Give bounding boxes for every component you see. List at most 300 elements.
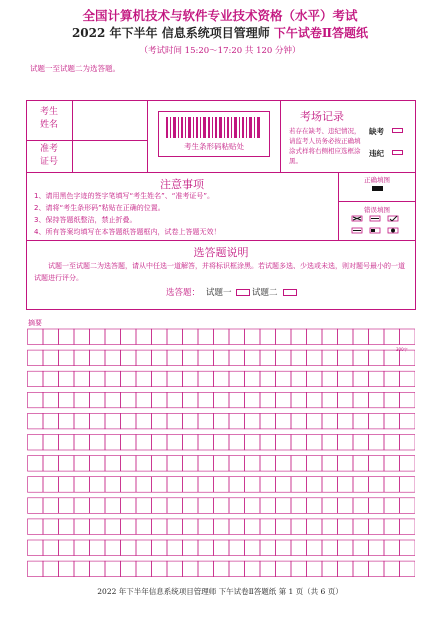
grid-cell[interactable] xyxy=(121,540,137,556)
grid-cell[interactable] xyxy=(43,456,59,472)
grid-cell[interactable] xyxy=(291,498,307,514)
grid-cell[interactable] xyxy=(152,561,168,577)
grid-cell[interactable] xyxy=(229,456,245,472)
grid-cell[interactable] xyxy=(74,392,90,408)
grid-cell[interactable] xyxy=(338,477,354,493)
grid-cell[interactable] xyxy=(353,371,369,387)
grid-cell[interactable] xyxy=(59,371,75,387)
grid-cell[interactable] xyxy=(28,519,44,535)
grid-cell[interactable] xyxy=(214,413,230,429)
grid-cell[interactable] xyxy=(28,498,44,514)
grid-cell[interactable] xyxy=(245,477,261,493)
grid-cell[interactable] xyxy=(136,392,152,408)
grid-cell[interactable] xyxy=(28,435,44,451)
grid-cell[interactable] xyxy=(353,540,369,556)
grid-cell[interactable] xyxy=(245,540,261,556)
grid-cell[interactable] xyxy=(90,498,106,514)
grid-cell[interactable] xyxy=(59,456,75,472)
grid-cell[interactable] xyxy=(369,540,385,556)
grid-cell[interactable] xyxy=(338,371,354,387)
grid-cell[interactable] xyxy=(322,540,338,556)
grid-cell[interactable] xyxy=(90,456,106,472)
grid-cell[interactable] xyxy=(214,371,230,387)
grid-cell[interactable] xyxy=(276,498,292,514)
grid-cell[interactable] xyxy=(307,413,323,429)
grid-cell[interactable] xyxy=(245,498,261,514)
grid-cell[interactable] xyxy=(152,519,168,535)
grid-cell[interactable] xyxy=(229,329,245,345)
grid-cell[interactable] xyxy=(198,519,214,535)
grid-cell[interactable] xyxy=(121,477,137,493)
grid-cell[interactable] xyxy=(291,435,307,451)
grid-cell[interactable] xyxy=(338,561,354,577)
grid-cell[interactable] xyxy=(105,456,121,472)
grid-cell[interactable] xyxy=(291,413,307,429)
grid-cell[interactable] xyxy=(43,519,59,535)
grid-cell[interactable] xyxy=(167,561,183,577)
grid-cell[interactable] xyxy=(214,329,230,345)
grid-cell[interactable] xyxy=(353,329,369,345)
grid-cell[interactable] xyxy=(167,498,183,514)
grid-cell[interactable] xyxy=(245,435,261,451)
grid-cell[interactable] xyxy=(338,392,354,408)
grid-cell[interactable] xyxy=(307,498,323,514)
grid-cell[interactable] xyxy=(28,456,44,472)
grid-cell[interactable] xyxy=(229,371,245,387)
grid-cell[interactable] xyxy=(152,371,168,387)
grid-cell[interactable] xyxy=(136,413,152,429)
grid-cell[interactable] xyxy=(276,456,292,472)
grid-cell[interactable] xyxy=(276,329,292,345)
grid-cell[interactable] xyxy=(105,498,121,514)
grid-cell[interactable] xyxy=(152,329,168,345)
grid-cell[interactable] xyxy=(260,413,276,429)
grid-cell[interactable] xyxy=(90,519,106,535)
grid-cell[interactable] xyxy=(59,350,75,366)
grid-cell[interactable] xyxy=(245,329,261,345)
grid-cell[interactable] xyxy=(90,413,106,429)
grid-cell[interactable] xyxy=(400,329,416,345)
grid-cell[interactable] xyxy=(229,519,245,535)
grid-cell[interactable] xyxy=(136,498,152,514)
grid-cell[interactable] xyxy=(245,519,261,535)
grid-cell[interactable] xyxy=(121,561,137,577)
grid-cell[interactable] xyxy=(229,435,245,451)
grid-cell[interactable] xyxy=(400,477,416,493)
grid-cell[interactable] xyxy=(276,540,292,556)
grid-cell[interactable] xyxy=(121,413,137,429)
grid-cell[interactable] xyxy=(384,435,400,451)
grid-cell[interactable] xyxy=(43,413,59,429)
grid-cell[interactable] xyxy=(338,456,354,472)
grid-cell[interactable] xyxy=(167,456,183,472)
grid-cell[interactable] xyxy=(229,392,245,408)
candidate-id-field[interactable] xyxy=(73,141,147,172)
grid-cell[interactable] xyxy=(369,456,385,472)
grid-cell[interactable] xyxy=(136,371,152,387)
grid-cell[interactable] xyxy=(260,371,276,387)
grid-cell[interactable] xyxy=(198,435,214,451)
grid-cell[interactable] xyxy=(338,435,354,451)
grid-cell[interactable] xyxy=(260,540,276,556)
grid-cell[interactable] xyxy=(43,477,59,493)
grid-cell[interactable] xyxy=(307,519,323,535)
grid-cell[interactable] xyxy=(105,540,121,556)
grid-cell[interactable] xyxy=(74,561,90,577)
grid-cell[interactable] xyxy=(229,477,245,493)
grid-cell[interactable] xyxy=(183,435,199,451)
grid-cell[interactable] xyxy=(353,413,369,429)
grid-cell[interactable] xyxy=(369,561,385,577)
option-1-checkbox[interactable] xyxy=(236,289,250,296)
grid-cell[interactable] xyxy=(28,392,44,408)
grid-cell[interactable] xyxy=(74,498,90,514)
grid-cell[interactable] xyxy=(369,350,385,366)
grid-cell[interactable] xyxy=(167,392,183,408)
grid-cell[interactable] xyxy=(322,371,338,387)
grid-cell[interactable] xyxy=(245,350,261,366)
grid-cell[interactable] xyxy=(167,329,183,345)
grid-cell[interactable] xyxy=(214,498,230,514)
grid-cell[interactable] xyxy=(307,561,323,577)
grid-cell[interactable] xyxy=(353,477,369,493)
grid-cell[interactable] xyxy=(43,392,59,408)
grid-cell[interactable] xyxy=(198,413,214,429)
grid-cell[interactable] xyxy=(105,519,121,535)
grid-cell[interactable] xyxy=(307,392,323,408)
grid-cell[interactable] xyxy=(384,477,400,493)
grid-cell[interactable] xyxy=(353,435,369,451)
grid-cell[interactable] xyxy=(369,519,385,535)
grid-cell[interactable] xyxy=(353,350,369,366)
grid-cell[interactable] xyxy=(291,477,307,493)
grid-cell[interactable] xyxy=(28,350,44,366)
grid-cell[interactable] xyxy=(28,477,44,493)
grid-cell[interactable] xyxy=(353,519,369,535)
grid-cell[interactable] xyxy=(28,561,44,577)
grid-cell[interactable] xyxy=(183,561,199,577)
grid-cell[interactable] xyxy=(322,413,338,429)
grid-cell[interactable] xyxy=(183,329,199,345)
grid-cell[interactable] xyxy=(229,540,245,556)
grid-cell[interactable] xyxy=(152,392,168,408)
grid-cell[interactable] xyxy=(260,498,276,514)
grid-cell[interactable] xyxy=(59,435,75,451)
grid-cell[interactable] xyxy=(136,519,152,535)
grid-cell[interactable] xyxy=(276,392,292,408)
grid-cell[interactable] xyxy=(183,540,199,556)
grid-cell[interactable] xyxy=(183,498,199,514)
grid-cell[interactable] xyxy=(105,329,121,345)
grid-cell[interactable] xyxy=(90,561,106,577)
grid-cell[interactable] xyxy=(369,413,385,429)
grid-cell[interactable] xyxy=(167,477,183,493)
grid-cell[interactable] xyxy=(291,561,307,577)
grid-cell[interactable] xyxy=(74,413,90,429)
grid-cell[interactable] xyxy=(121,371,137,387)
grid-cell[interactable] xyxy=(198,540,214,556)
grid-cell[interactable] xyxy=(291,392,307,408)
grid-cell[interactable] xyxy=(105,435,121,451)
grid-cell[interactable] xyxy=(198,477,214,493)
grid-cell[interactable] xyxy=(43,329,59,345)
grid-cell[interactable] xyxy=(260,561,276,577)
grid-cell[interactable] xyxy=(198,392,214,408)
grid-cell[interactable] xyxy=(74,350,90,366)
grid-cell[interactable] xyxy=(214,392,230,408)
grid-cell[interactable] xyxy=(307,329,323,345)
grid-cell[interactable] xyxy=(105,371,121,387)
grid-cell[interactable] xyxy=(121,350,137,366)
grid-cell[interactable] xyxy=(90,392,106,408)
grid-cell[interactable] xyxy=(74,371,90,387)
grid-cell[interactable] xyxy=(74,519,90,535)
grid-cell[interactable] xyxy=(136,329,152,345)
grid-cell[interactable] xyxy=(260,477,276,493)
grid-cell[interactable] xyxy=(307,350,323,366)
grid-cell[interactable] xyxy=(322,329,338,345)
grid-cell[interactable] xyxy=(152,435,168,451)
grid-cell[interactable] xyxy=(28,540,44,556)
grid-cell[interactable] xyxy=(322,435,338,451)
grid-cell[interactable] xyxy=(121,519,137,535)
grid-cell[interactable] xyxy=(198,456,214,472)
grid-cell[interactable] xyxy=(400,540,416,556)
grid-cell[interactable] xyxy=(43,561,59,577)
grid-cell[interactable] xyxy=(59,540,75,556)
violation-mark-box[interactable] xyxy=(392,150,403,155)
grid-cell[interactable] xyxy=(167,413,183,429)
grid-cell[interactable] xyxy=(229,561,245,577)
grid-cell[interactable] xyxy=(183,371,199,387)
grid-cell[interactable] xyxy=(121,392,137,408)
grid-cell[interactable] xyxy=(167,519,183,535)
grid-cell[interactable] xyxy=(90,350,106,366)
grid-cell[interactable] xyxy=(384,561,400,577)
grid-cell[interactable] xyxy=(322,392,338,408)
grid-cell[interactable] xyxy=(291,519,307,535)
grid-cell[interactable] xyxy=(276,350,292,366)
grid-cell[interactable] xyxy=(121,498,137,514)
grid-cell[interactable] xyxy=(105,350,121,366)
grid-cell[interactable] xyxy=(369,329,385,345)
grid-cell[interactable] xyxy=(260,392,276,408)
grid-cell[interactable] xyxy=(245,413,261,429)
grid-cell[interactable] xyxy=(338,329,354,345)
grid-cell[interactable] xyxy=(322,498,338,514)
grid-cell[interactable] xyxy=(152,540,168,556)
grid-cell[interactable] xyxy=(43,435,59,451)
grid-cell[interactable] xyxy=(245,561,261,577)
grid-cell[interactable] xyxy=(152,350,168,366)
grid-cell[interactable] xyxy=(338,350,354,366)
grid-cell[interactable] xyxy=(307,435,323,451)
grid-cell[interactable] xyxy=(384,540,400,556)
grid-cell[interactable] xyxy=(245,456,261,472)
grid-cell[interactable] xyxy=(276,519,292,535)
grid-cell[interactable] xyxy=(369,477,385,493)
grid-cell[interactable] xyxy=(338,519,354,535)
grid-cell[interactable] xyxy=(214,350,230,366)
grid-cell[interactable] xyxy=(260,456,276,472)
grid-cell[interactable] xyxy=(28,329,44,345)
grid-cell[interactable] xyxy=(229,350,245,366)
grid-cell[interactable] xyxy=(214,540,230,556)
grid-cell[interactable] xyxy=(167,371,183,387)
grid-cell[interactable] xyxy=(183,477,199,493)
grid-cell[interactable] xyxy=(384,371,400,387)
grid-cell[interactable] xyxy=(152,456,168,472)
grid-cell[interactable] xyxy=(90,435,106,451)
grid-cell[interactable] xyxy=(384,456,400,472)
grid-cell[interactable] xyxy=(307,540,323,556)
grid-cell[interactable] xyxy=(338,413,354,429)
grid-cell[interactable] xyxy=(198,371,214,387)
grid-cell[interactable] xyxy=(105,477,121,493)
grid-cell[interactable] xyxy=(307,371,323,387)
grid-cell[interactable] xyxy=(74,477,90,493)
grid-cell[interactable] xyxy=(90,477,106,493)
grid-cell[interactable] xyxy=(322,456,338,472)
grid-cell[interactable] xyxy=(384,329,400,345)
grid-cell[interactable] xyxy=(369,392,385,408)
grid-cell[interactable] xyxy=(152,413,168,429)
grid-cell[interactable] xyxy=(74,329,90,345)
grid-cell[interactable] xyxy=(384,392,400,408)
grid-cell[interactable] xyxy=(307,456,323,472)
grid-cell[interactable] xyxy=(152,477,168,493)
grid-cell[interactable] xyxy=(276,413,292,429)
grid-cell[interactable] xyxy=(105,392,121,408)
grid-cell[interactable] xyxy=(43,540,59,556)
grid-cell[interactable] xyxy=(183,350,199,366)
grid-cell[interactable] xyxy=(183,392,199,408)
grid-cell[interactable] xyxy=(400,413,416,429)
grid-cell[interactable] xyxy=(59,477,75,493)
grid-cell[interactable] xyxy=(384,519,400,535)
grid-cell[interactable] xyxy=(400,392,416,408)
grid-cell[interactable] xyxy=(43,498,59,514)
grid-cell[interactable] xyxy=(400,519,416,535)
grid-cell[interactable] xyxy=(59,519,75,535)
grid-cell[interactable] xyxy=(59,413,75,429)
grid-cell[interactable] xyxy=(322,350,338,366)
grid-cell[interactable] xyxy=(322,519,338,535)
grid-cell[interactable] xyxy=(136,456,152,472)
grid-cell[interactable] xyxy=(276,561,292,577)
grid-cell[interactable] xyxy=(260,519,276,535)
grid-cell[interactable] xyxy=(214,477,230,493)
grid-cell[interactable] xyxy=(338,540,354,556)
grid-cell[interactable] xyxy=(198,498,214,514)
grid-cell[interactable] xyxy=(43,350,59,366)
grid-cell[interactable] xyxy=(338,498,354,514)
grid-cell[interactable] xyxy=(229,498,245,514)
grid-cell[interactable] xyxy=(136,435,152,451)
grid-cell[interactable] xyxy=(28,371,44,387)
grid-cell[interactable] xyxy=(353,498,369,514)
grid-cell[interactable] xyxy=(167,540,183,556)
grid-cell[interactable] xyxy=(198,350,214,366)
grid-cell[interactable] xyxy=(74,540,90,556)
grid-cell[interactable] xyxy=(291,350,307,366)
grid-cell[interactable] xyxy=(74,435,90,451)
grid-cell[interactable] xyxy=(260,435,276,451)
grid-cell[interactable] xyxy=(276,477,292,493)
grid-cell[interactable] xyxy=(353,561,369,577)
candidate-name-field[interactable] xyxy=(73,101,147,140)
grid-cell[interactable] xyxy=(369,435,385,451)
grid-cell[interactable] xyxy=(400,561,416,577)
grid-cell[interactable] xyxy=(59,329,75,345)
grid-cell[interactable] xyxy=(353,456,369,472)
grid-cell[interactable] xyxy=(121,435,137,451)
grid-cell[interactable] xyxy=(400,456,416,472)
grid-cell[interactable] xyxy=(183,519,199,535)
grid-cell[interactable] xyxy=(384,413,400,429)
grid-cell[interactable] xyxy=(322,477,338,493)
grid-cell[interactable] xyxy=(90,329,106,345)
grid-cell[interactable] xyxy=(183,456,199,472)
grid-cell[interactable] xyxy=(276,371,292,387)
grid-cell[interactable] xyxy=(307,477,323,493)
grid-cell[interactable] xyxy=(291,456,307,472)
grid-cell[interactable] xyxy=(353,392,369,408)
abstract-writing-grid[interactable] xyxy=(27,328,415,583)
grid-cell[interactable] xyxy=(214,519,230,535)
grid-cell[interactable] xyxy=(214,561,230,577)
grid-cell[interactable] xyxy=(229,413,245,429)
grid-cell[interactable] xyxy=(43,371,59,387)
grid-cell[interactable] xyxy=(198,329,214,345)
grid-cell[interactable] xyxy=(59,561,75,577)
grid-cell[interactable] xyxy=(260,350,276,366)
grid-cell[interactable] xyxy=(276,435,292,451)
grid-cell[interactable] xyxy=(121,456,137,472)
grid-cell[interactable] xyxy=(28,413,44,429)
grid-cell[interactable] xyxy=(136,350,152,366)
grid-cell[interactable] xyxy=(167,350,183,366)
grid-cell[interactable] xyxy=(214,456,230,472)
grid-cell[interactable] xyxy=(136,477,152,493)
grid-cell[interactable] xyxy=(59,392,75,408)
grid-cell[interactable] xyxy=(105,413,121,429)
grid-cell[interactable] xyxy=(369,371,385,387)
grid-cell[interactable] xyxy=(90,540,106,556)
grid-cell[interactable] xyxy=(152,498,168,514)
grid-cell[interactable] xyxy=(105,561,121,577)
grid-cell[interactable] xyxy=(136,540,152,556)
absent-mark-box[interactable] xyxy=(392,128,403,133)
grid-cell[interactable] xyxy=(167,435,183,451)
grid-cell[interactable] xyxy=(400,371,416,387)
grid-cell[interactable] xyxy=(183,413,199,429)
grid-cell[interactable] xyxy=(245,371,261,387)
grid-cell[interactable] xyxy=(369,498,385,514)
grid-cell[interactable] xyxy=(291,329,307,345)
grid-cell[interactable] xyxy=(322,561,338,577)
grid-cell[interactable] xyxy=(121,329,137,345)
grid-cell[interactable] xyxy=(291,371,307,387)
grid-cell[interactable] xyxy=(59,498,75,514)
grid-cell[interactable] xyxy=(214,435,230,451)
grid-cell[interactable] xyxy=(291,540,307,556)
grid-cell[interactable] xyxy=(260,329,276,345)
grid-cell[interactable] xyxy=(90,371,106,387)
grid-cell[interactable] xyxy=(400,435,416,451)
grid-cell[interactable] xyxy=(245,392,261,408)
grid-cell[interactable] xyxy=(136,561,152,577)
